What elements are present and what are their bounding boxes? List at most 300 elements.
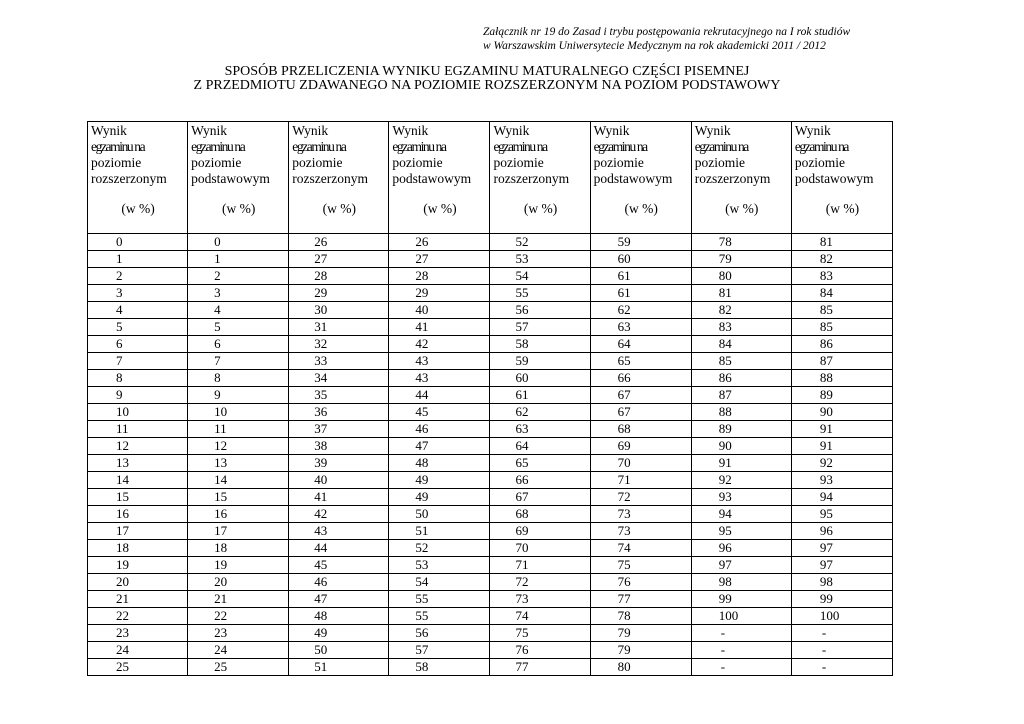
table-cell	[88, 353, 188, 370]
table-cell	[590, 523, 691, 540]
table-cell	[791, 642, 892, 659]
table-cell	[791, 540, 892, 557]
cell-value: 16	[116, 506, 129, 521]
cell-value: 69	[515, 523, 529, 538]
table-cell	[590, 353, 691, 370]
cell-value: 23	[116, 625, 129, 640]
table-cell	[88, 540, 188, 557]
table-cell	[490, 251, 590, 268]
cell-value: 90	[718, 438, 732, 453]
table-cell	[188, 353, 289, 370]
annex-line-1: Załącznik nr 19 do Zasad i trybu postępowania rekrutacyjnego na I rok studiów	[483, 26, 851, 38]
table-row	[88, 387, 893, 404]
table-cell	[289, 404, 389, 421]
cell-value: 19	[214, 557, 228, 572]
table-cell	[691, 642, 791, 659]
table-cell	[791, 336, 892, 353]
table-cell	[490, 506, 590, 523]
cell-value: 55	[515, 285, 529, 300]
table-cell	[289, 557, 389, 574]
table-row	[88, 353, 893, 370]
table-cell	[791, 523, 892, 540]
cell-value: 71	[515, 557, 529, 572]
cell-value: 25	[214, 659, 228, 674]
page-title	[0, 65, 974, 93]
cell-value: 43	[415, 353, 429, 368]
cell-value: 93	[718, 489, 732, 504]
table-cell	[88, 421, 188, 438]
cell-value: 34	[314, 370, 328, 385]
table-cell	[389, 608, 490, 625]
table-cell	[590, 574, 691, 591]
table-cell	[188, 234, 289, 251]
cell-value: 75	[617, 557, 631, 572]
table-cell	[188, 336, 289, 353]
table-cell	[691, 370, 791, 387]
cell-value: 80	[718, 268, 732, 283]
cell-value: 84	[819, 285, 833, 300]
table-cell	[188, 625, 289, 642]
cell-value: 65	[515, 455, 529, 470]
cell-value: 57	[415, 642, 429, 657]
header-line-poziomie: poziomie	[593, 155, 644, 170]
cell-value: 85	[819, 319, 833, 334]
header-line-egzaminu: egzaminu na	[593, 139, 647, 154]
table-cell	[188, 574, 289, 591]
cell-value: 77	[515, 659, 529, 674]
header-line-poziomie: poziomie	[191, 155, 242, 170]
table-cell	[289, 268, 389, 285]
cell-value: 94	[718, 506, 732, 521]
header-unit: (w %)	[423, 201, 457, 216]
table-cell	[289, 489, 389, 506]
cell-value: 10	[116, 404, 129, 419]
table-cell	[490, 268, 590, 285]
table-cell	[289, 336, 389, 353]
cell-value: 88	[819, 370, 833, 385]
cell-value: 61	[617, 268, 631, 283]
table-cell	[490, 285, 590, 302]
cell-value: 16	[214, 506, 228, 521]
table-row	[88, 540, 893, 557]
cell-value: 87	[819, 353, 833, 368]
table-cell	[691, 285, 791, 302]
table-cell	[88, 387, 188, 404]
table-cell	[791, 421, 892, 438]
cell-value: 96	[718, 540, 732, 555]
cell-value: 26	[314, 234, 328, 249]
header-line-wynik: Wynik	[694, 123, 731, 138]
cell-value: 68	[617, 421, 631, 436]
cell-value: 72	[617, 489, 631, 504]
table-cell	[88, 370, 188, 387]
cell-value: 50	[314, 642, 328, 657]
table-cell	[490, 642, 590, 659]
cell-value: 47	[314, 591, 328, 606]
cell-value: 35	[314, 387, 328, 402]
header-line-egzaminu: egzaminu na	[493, 139, 547, 154]
cell-value: 56	[415, 625, 429, 640]
table-row	[88, 523, 893, 540]
table-cell	[389, 506, 490, 523]
table-cell	[289, 438, 389, 455]
table-cell	[590, 472, 691, 489]
table-cell	[389, 455, 490, 472]
table-cell	[490, 404, 590, 421]
cell-value: 91	[718, 455, 732, 470]
cell-value: 22	[214, 608, 228, 623]
cell-value: 73	[617, 506, 631, 521]
table-row	[88, 574, 893, 591]
cell-value: 69	[617, 438, 631, 453]
header-unit: (w %)	[825, 201, 860, 216]
table-cell	[188, 489, 289, 506]
table-row	[88, 506, 893, 523]
table-cell	[88, 319, 188, 336]
cell-value: 20	[116, 574, 129, 589]
cell-value: 41	[314, 489, 328, 504]
header-line-egzaminu: egzaminu na	[191, 139, 245, 154]
cell-value: 67	[617, 387, 631, 402]
cell-value: 100	[819, 608, 840, 623]
cell-value: 0	[214, 234, 221, 249]
table-cell	[389, 370, 490, 387]
table-cell	[88, 659, 188, 676]
cell-value: 84	[718, 336, 732, 351]
table-row	[88, 285, 893, 302]
table-cell	[389, 523, 490, 540]
cell-value: 53	[515, 251, 529, 266]
table-cell	[188, 642, 289, 659]
cell-value: 3	[116, 285, 123, 300]
cell-value: 11	[116, 421, 129, 436]
cell-value: 13	[116, 455, 129, 470]
table-cell	[490, 540, 590, 557]
cell-value: 4	[116, 302, 123, 317]
table-cell	[691, 523, 791, 540]
cell-value: 99	[819, 591, 833, 606]
cell-value: 65	[617, 353, 631, 368]
table-cell	[188, 523, 289, 540]
table-cell	[691, 659, 791, 676]
table-cell	[490, 234, 590, 251]
table-row	[88, 489, 893, 506]
cell-value: 46	[314, 574, 328, 589]
cell-value: 85	[819, 302, 833, 317]
cell-value: 10	[214, 404, 228, 419]
table-cell	[791, 251, 892, 268]
cell-value: 78	[718, 234, 732, 249]
cell-value: 43	[415, 370, 429, 385]
table-row	[88, 251, 893, 268]
conversion-table	[87, 121, 893, 676]
cell-value: 9	[116, 387, 123, 402]
table-cell	[289, 574, 389, 591]
table-row	[88, 608, 893, 625]
cell-value: 64	[515, 438, 529, 453]
table-cell	[188, 455, 289, 472]
cell-value: 17	[214, 523, 228, 538]
header-line-wynik: Wynik	[392, 123, 429, 138]
cell-value: 36	[314, 404, 328, 419]
cell-value: 54	[515, 268, 529, 283]
table-cell	[590, 540, 691, 557]
header-line-egzaminu: egzaminu na	[91, 139, 145, 154]
cell-value: 71	[617, 472, 631, 487]
table-cell	[188, 659, 289, 676]
table-cell	[389, 540, 490, 557]
cell-value: 21	[214, 591, 228, 606]
table-cell	[791, 455, 892, 472]
table-cell	[88, 642, 188, 659]
table-cell	[691, 608, 791, 625]
table-cell	[691, 506, 791, 523]
table-cell	[389, 302, 490, 319]
table-cell	[791, 472, 892, 489]
cell-value: 86	[819, 336, 833, 351]
title-line-2: Z PRZEDMIOTU ZDAWANEGO NA POZIOMIE ROZSZERZONYM NA POZIOM PODSTAWOWY	[193, 78, 781, 93]
table-row	[88, 642, 893, 659]
cell-value: 75	[515, 625, 529, 640]
table-cell	[791, 387, 892, 404]
table-cell	[490, 608, 590, 625]
header-line-level: rozszerzonym	[493, 171, 570, 186]
table-cell	[691, 489, 791, 506]
cell-value: 15	[116, 489, 129, 504]
table-cell	[691, 319, 791, 336]
cell-value: 29	[415, 285, 429, 300]
table-cell	[289, 353, 389, 370]
header-unit: (w %)	[725, 201, 759, 216]
cell-value: 72	[515, 574, 529, 589]
header-line-level: rozszerzonym	[292, 171, 368, 186]
table-cell	[791, 302, 892, 319]
cell-value: 77	[617, 591, 631, 606]
table-cell	[590, 404, 691, 421]
cell-value: 56	[515, 302, 529, 317]
table-cell	[691, 336, 791, 353]
cell-value: 3	[214, 285, 221, 300]
cell-value: 96	[819, 523, 833, 538]
table-cell	[289, 540, 389, 557]
table-cell	[490, 625, 590, 642]
column-header	[389, 122, 490, 234]
cell-value: 79	[718, 251, 732, 266]
cell-value: 32	[314, 336, 328, 351]
cell-value: 7	[116, 353, 123, 368]
table-cell	[490, 319, 590, 336]
cell-value: -	[720, 659, 726, 674]
cell-value: 25	[116, 659, 129, 674]
cell-value: 42	[415, 336, 429, 351]
table-cell	[691, 353, 791, 370]
cell-value: 5	[214, 319, 221, 334]
table-cell	[188, 540, 289, 557]
table-cell	[289, 625, 389, 642]
header-line-poziomie: poziomie	[91, 155, 142, 170]
cell-value: 26	[415, 234, 429, 249]
cell-value: 94	[819, 489, 833, 504]
cell-value: 85	[718, 353, 732, 368]
cell-value: 78	[617, 608, 631, 623]
table-row	[88, 370, 893, 387]
table-cell	[289, 285, 389, 302]
table-body	[88, 234, 893, 676]
cell-value: 76	[515, 642, 529, 657]
table-cell	[289, 642, 389, 659]
cell-value: 39	[314, 455, 328, 470]
table-cell	[389, 268, 490, 285]
column-header	[490, 122, 590, 234]
table-cell	[791, 285, 892, 302]
table-cell	[88, 557, 188, 574]
cell-value: 1	[214, 251, 221, 266]
table-cell	[188, 591, 289, 608]
cell-value: 79	[617, 642, 631, 657]
table-cell	[691, 591, 791, 608]
header-line-wynik: Wynik	[91, 123, 127, 138]
table-cell	[88, 251, 188, 268]
cell-value: 1	[116, 251, 123, 266]
cell-value: 62	[515, 404, 529, 419]
table-cell	[691, 540, 791, 557]
column-header	[188, 122, 289, 234]
cell-value: 30	[314, 302, 328, 317]
cell-value: 70	[515, 540, 529, 555]
table-cell	[289, 608, 389, 625]
table-row	[88, 421, 893, 438]
cell-value: 95	[718, 523, 732, 538]
table-cell	[389, 251, 490, 268]
cell-value: 73	[515, 591, 529, 606]
cell-value: 18	[116, 540, 129, 555]
table-cell	[289, 659, 389, 676]
table-cell	[590, 370, 691, 387]
table-cell	[188, 251, 289, 268]
cell-value: 18	[214, 540, 228, 555]
cell-value: 48	[314, 608, 328, 623]
cell-value: 48	[415, 455, 429, 470]
cell-value: -	[821, 659, 827, 674]
table-cell	[691, 574, 791, 591]
cell-value: 51	[314, 659, 328, 674]
table-cell	[590, 642, 691, 659]
cell-value: 28	[314, 268, 328, 283]
table-cell	[590, 438, 691, 455]
cell-value: 49	[415, 472, 429, 487]
table-cell	[791, 506, 892, 523]
table-cell	[289, 591, 389, 608]
table-cell	[389, 659, 490, 676]
table-cell	[791, 404, 892, 421]
cell-value: 100	[718, 608, 739, 623]
table-cell	[88, 506, 188, 523]
cell-value: 14	[116, 472, 129, 487]
table-cell	[289, 319, 389, 336]
cell-value: 81	[718, 285, 732, 300]
header-line-level: podstawowym	[392, 171, 472, 186]
table-cell	[389, 319, 490, 336]
cell-value: 81	[819, 234, 833, 249]
cell-value: 86	[718, 370, 732, 385]
cell-value: 74	[515, 608, 529, 623]
header-line-wynik: Wynik	[794, 123, 831, 138]
table-row	[88, 557, 893, 574]
cell-value: 53	[415, 557, 429, 572]
cell-value: 2	[214, 268, 221, 283]
header-line-level: rozszerzonym	[694, 171, 771, 186]
table-cell	[188, 370, 289, 387]
table-cell	[590, 659, 691, 676]
cell-value: 6	[214, 336, 221, 351]
table-cell	[590, 285, 691, 302]
table-cell	[389, 421, 490, 438]
table-cell	[791, 574, 892, 591]
cell-value: 74	[617, 540, 631, 555]
header-line-wynik: Wynik	[593, 123, 630, 138]
table-cell	[490, 557, 590, 574]
cell-value: 70	[617, 455, 631, 470]
cell-value: 29	[314, 285, 328, 300]
header-unit: (w %)	[624, 201, 658, 216]
table-cell	[791, 591, 892, 608]
cell-value: 43	[314, 523, 328, 538]
table-cell	[590, 387, 691, 404]
cell-value: 83	[718, 319, 732, 334]
cell-value: 20	[214, 574, 228, 589]
cell-value: 28	[415, 268, 429, 283]
table-cell	[791, 625, 892, 642]
table-cell	[791, 353, 892, 370]
table-cell	[389, 574, 490, 591]
table-row	[88, 319, 893, 336]
table-row	[88, 234, 893, 251]
cell-value: 58	[415, 659, 429, 674]
cell-value: 98	[819, 574, 833, 589]
cell-value: 14	[214, 472, 228, 487]
cell-value: 61	[617, 285, 631, 300]
table-cell	[289, 387, 389, 404]
table-cell	[88, 625, 188, 642]
cell-value: 55	[415, 591, 429, 606]
table-cell	[389, 404, 490, 421]
cell-value: 55	[415, 608, 429, 623]
cell-value: -	[720, 625, 726, 640]
cell-value: 98	[718, 574, 732, 589]
table-cell	[490, 421, 590, 438]
cell-value: 54	[415, 574, 429, 589]
table-cell	[590, 336, 691, 353]
cell-value: 21	[116, 591, 129, 606]
table-cell	[590, 489, 691, 506]
cell-value: 40	[415, 302, 429, 317]
table-cell	[691, 455, 791, 472]
table-cell	[389, 642, 490, 659]
table-cell	[791, 438, 892, 455]
table-cell	[88, 574, 188, 591]
table-cell	[289, 234, 389, 251]
table-cell	[791, 234, 892, 251]
cell-value: 67	[515, 489, 529, 504]
cell-value: 93	[819, 472, 833, 487]
table-cell	[389, 472, 490, 489]
cell-value: 46	[415, 421, 429, 436]
cell-value: 44	[415, 387, 429, 402]
table-cell	[590, 302, 691, 319]
cell-value: 49	[415, 489, 429, 504]
title-line-1: SPOSÓB PRZELICZENIA WYNIKU EGZAMINU MATURALNEGO CZĘŚCI PISEMNEJ	[224, 64, 750, 79]
column-header	[691, 122, 791, 234]
